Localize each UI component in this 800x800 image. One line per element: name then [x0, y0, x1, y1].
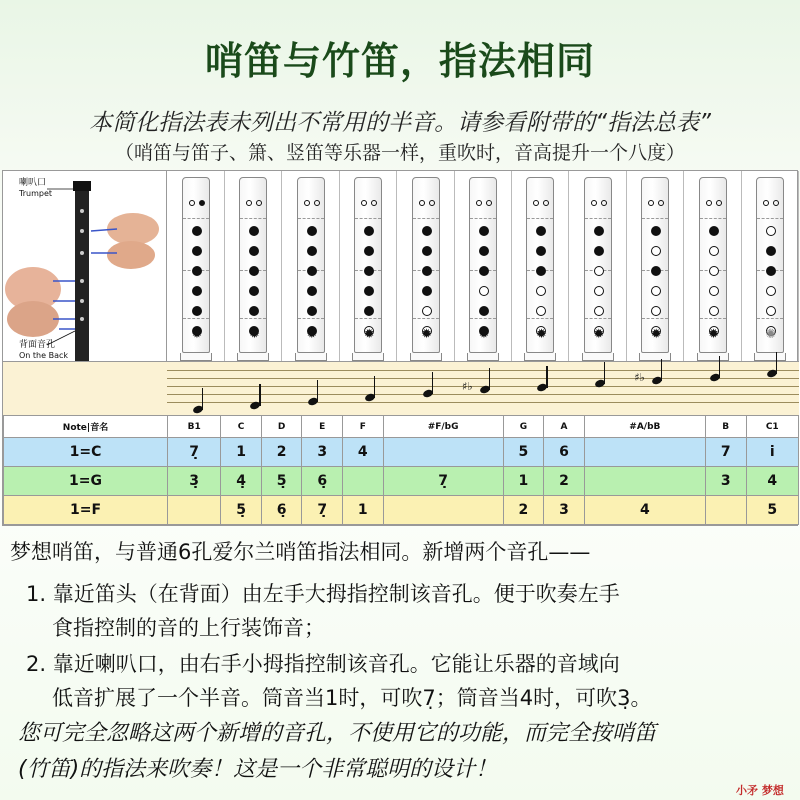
finger-hole — [651, 246, 661, 256]
table-cell: 7̣ — [168, 438, 221, 467]
thumb-hole — [648, 200, 654, 206]
back-hole — [773, 200, 779, 206]
table-cell: 2 — [544, 467, 585, 496]
table-cell: 6 — [544, 438, 585, 467]
finger-hole — [709, 286, 719, 296]
divider — [183, 218, 209, 219]
table-row-g — [4, 467, 799, 496]
whistle-diagram — [641, 177, 669, 353]
divider — [700, 218, 726, 219]
pinky-hole-icon: ✹ — [191, 327, 203, 342]
table-cell: 1 — [343, 496, 384, 525]
para-item-1: 1. 靠近笛头（在背面）由左手大拇指控制该音孔。便于吹奏左手 — [26, 582, 620, 606]
thumb-hole — [591, 200, 597, 206]
finger-hole — [364, 266, 374, 276]
finger-hole — [709, 226, 719, 236]
finger-hole — [192, 286, 202, 296]
finger-hole — [249, 286, 259, 296]
pipe-base — [410, 353, 442, 361]
table-cell: 6̣ — [302, 467, 343, 496]
back-hole — [199, 200, 205, 206]
table-cell — [168, 496, 221, 525]
table-cell: 4 — [746, 467, 798, 496]
pipe-base — [180, 353, 212, 361]
back-hole — [256, 200, 262, 206]
divider — [642, 218, 668, 219]
divider — [413, 218, 439, 219]
para-item-1-cont: 食指控制的音的上行装饰音； — [52, 616, 325, 640]
divider — [700, 318, 726, 319]
finger-hole — [536, 246, 546, 256]
note-name: #F/bG — [383, 416, 503, 438]
table-cell: 7̣ — [302, 496, 343, 525]
divider — [470, 218, 496, 219]
finger-hole — [594, 306, 604, 316]
pinky-hole-icon: ✹ — [363, 327, 375, 342]
table-cell — [584, 438, 705, 467]
note-stem — [432, 372, 433, 394]
back-hole — [543, 200, 549, 206]
table-cell: i — [746, 438, 798, 467]
finger-hole — [536, 286, 546, 296]
finger-hole — [249, 266, 259, 276]
finger-hole — [192, 226, 202, 236]
back-hole-label-en: On the Back — [19, 351, 69, 360]
finger-hole — [364, 306, 374, 316]
finger-hole — [709, 266, 719, 276]
note-stem — [546, 366, 547, 388]
divider — [757, 318, 783, 319]
pinky-hole-icon: ✺ — [765, 327, 777, 342]
pinky-hole-icon: ✹ — [248, 327, 260, 342]
pinky-hole-icon: ✹ — [421, 327, 433, 342]
note-stem — [317, 380, 318, 402]
whistle-diagram — [756, 177, 784, 353]
pipe-base — [295, 353, 327, 361]
back-hole — [371, 200, 377, 206]
back-hole — [601, 200, 607, 206]
finger-hole — [192, 306, 202, 316]
finger-hole — [766, 286, 776, 296]
table-cell — [383, 438, 503, 467]
staff-line — [167, 378, 799, 379]
pinky-hole-icon: ✹ — [478, 327, 490, 342]
finger-hole — [249, 246, 259, 256]
finger-hole — [364, 286, 374, 296]
table-cell: 2 — [503, 496, 544, 525]
finger-hole — [422, 286, 432, 296]
pinky-hole-icon: ✹ — [708, 327, 720, 342]
finger-hole — [536, 226, 546, 236]
note-stem — [604, 362, 605, 384]
back-hole — [429, 200, 435, 206]
pipe-base — [582, 353, 614, 361]
finger-hole — [479, 306, 489, 316]
note-stem — [776, 352, 777, 374]
thumb-hole — [361, 200, 367, 206]
thumb-hole — [304, 200, 310, 206]
finger-hole — [479, 246, 489, 256]
finger-hole — [594, 246, 604, 256]
table-cell: 3̣ — [168, 467, 221, 496]
back-hole — [314, 200, 320, 206]
finger-hole — [651, 226, 661, 236]
divider — [527, 218, 553, 219]
divider — [298, 218, 324, 219]
table-cell: 4̣ — [221, 467, 262, 496]
pipe-base — [352, 353, 384, 361]
thumb-hole — [533, 200, 539, 206]
finger-hole — [364, 246, 374, 256]
table-cell — [705, 496, 746, 525]
finger-hole — [249, 306, 259, 316]
table-header-row — [4, 416, 799, 438]
finger-hole — [709, 246, 719, 256]
row-key: 1=F — [4, 496, 168, 525]
finger-hole — [422, 306, 432, 316]
trumpet-label: 喇叭口 — [19, 178, 47, 188]
back-hole — [658, 200, 664, 206]
note-stem — [489, 368, 490, 390]
table-cell: 5 — [746, 496, 798, 525]
finger-hole — [651, 306, 661, 316]
divider — [183, 318, 209, 319]
subtitle-octave: （哨笛与笛子、箫、竖笛等乐器一样，重吹时，音高提升一个八度） — [114, 142, 685, 164]
whistle-diagram — [699, 177, 727, 353]
whistle-diagram — [584, 177, 612, 353]
back-hole — [716, 200, 722, 206]
pipe-base — [697, 353, 729, 361]
divider — [298, 318, 324, 319]
row-key: 1=G — [4, 467, 168, 496]
table-cell: 3 — [302, 438, 343, 467]
finger-hole — [249, 226, 259, 236]
finger-hole — [766, 246, 776, 256]
note-stem — [259, 384, 260, 406]
table-cell: 3 — [544, 496, 585, 525]
divider — [240, 318, 266, 319]
staff-line — [167, 402, 799, 403]
whistle-diagram — [182, 177, 210, 353]
finger-hole — [766, 266, 776, 276]
staff-line — [167, 394, 799, 395]
note-stem — [661, 359, 662, 381]
accidental-icon: ♯♭ — [462, 380, 473, 393]
divider — [413, 318, 439, 319]
finger-hole — [766, 306, 776, 316]
finger-hole — [307, 226, 317, 236]
divider — [355, 218, 381, 219]
divider — [642, 318, 668, 319]
para-item-2: 2. 靠近喇叭口，由右手小拇指控制该音孔。它能让乐器的音域向 — [26, 652, 620, 676]
pipe-base — [467, 353, 499, 361]
whistle-diagram — [239, 177, 267, 353]
divider — [585, 218, 611, 219]
table-cell: 5 — [503, 438, 544, 467]
note-name: C1 — [746, 416, 798, 438]
finger-hole — [422, 246, 432, 256]
table-row-c — [4, 438, 799, 467]
table-cell — [383, 496, 503, 525]
pinky-hole-icon: ✹ — [535, 327, 547, 342]
finger-hole — [307, 286, 317, 296]
note-name: D — [261, 416, 302, 438]
table-cell: 1 — [503, 467, 544, 496]
back-hole-label: 背面音孔 — [19, 340, 56, 350]
finger-hole — [479, 226, 489, 236]
divider — [757, 218, 783, 219]
pinky-hole-icon: ✹ — [306, 327, 318, 342]
finger-hole — [536, 306, 546, 316]
divider — [355, 318, 381, 319]
finger-hole — [364, 226, 374, 236]
table-cell: 1 — [221, 438, 262, 467]
finger-hole — [536, 266, 546, 276]
note-stem — [202, 388, 203, 410]
divider — [585, 318, 611, 319]
table-cell: 5̣ — [261, 467, 302, 496]
pinky-hole-icon: ✹ — [593, 327, 605, 342]
divider — [470, 318, 496, 319]
finger-hole — [709, 306, 719, 316]
back-hole — [486, 200, 492, 206]
thumb-hole — [476, 200, 482, 206]
pinky-hole-icon: ✹ — [650, 327, 662, 342]
table-cell: 5̣ — [221, 496, 262, 525]
trumpet-label-en: Trumpet — [19, 189, 52, 198]
fingering-chart — [2, 170, 798, 526]
row-key: 1=C — [4, 438, 168, 467]
note-stem — [719, 356, 720, 378]
note-name: #A/bB — [584, 416, 705, 438]
pipe-base — [754, 353, 786, 361]
subtitle-note: 本简化指法表未列出不常用的半音。请参看附带的“指法总表” — [89, 110, 711, 136]
table-row-f — [4, 496, 799, 525]
table-cell — [343, 467, 384, 496]
divider — [527, 318, 553, 319]
finger-hole — [479, 266, 489, 276]
finger-hole — [594, 286, 604, 296]
finger-hole — [192, 246, 202, 256]
whistle-diagram — [469, 177, 497, 353]
brand-logo: 小矛 梦想 — [736, 784, 784, 797]
finger-hole — [594, 266, 604, 276]
staff-line — [167, 370, 799, 371]
note-name: G — [503, 416, 544, 438]
finger-hole — [307, 306, 317, 316]
page-title: 哨笛与竹笛，指法相同 — [204, 39, 595, 83]
whistle-diagram — [297, 177, 325, 353]
para-note-1: 您可完全忽略这两个新增的音孔，不使用它的功能，而完全按哨笛 — [18, 721, 657, 746]
para-note-2: (竹笛)的指法来吹奏！这是一个非常聪明的设计！ — [18, 757, 498, 782]
table-cell: 6̣ — [261, 496, 302, 525]
header-label: Note|音名 — [4, 416, 168, 438]
table-cell: 3 — [705, 467, 746, 496]
note-name: F — [343, 416, 384, 438]
whistle-diagram — [526, 177, 554, 353]
table-cell: 7̣ — [383, 467, 503, 496]
whistle-diagram — [412, 177, 440, 353]
accidental-icon: ♯♭ — [634, 371, 645, 384]
thumb-hole — [419, 200, 425, 206]
thumb-hole — [189, 200, 195, 206]
finger-hole — [479, 286, 489, 296]
finger-hole — [307, 266, 317, 276]
finger-hole — [651, 266, 661, 276]
finger-hole — [594, 226, 604, 236]
pipe-base — [237, 353, 269, 361]
finger-hole — [651, 286, 661, 296]
note-name: C — [221, 416, 262, 438]
divider — [240, 218, 266, 219]
note-name: A — [544, 416, 585, 438]
para-item-2-cont: 低音扩展了一个半音。筒音当1时，可吹7̣；筒音当4时，可吹3̣。 — [52, 686, 652, 710]
thumb-hole — [706, 200, 712, 206]
thumb-hole — [763, 200, 769, 206]
table-cell — [584, 467, 705, 496]
finger-hole — [766, 226, 776, 236]
finger-hole — [192, 266, 202, 276]
pipe-base — [639, 353, 671, 361]
table-cell: 4 — [343, 438, 384, 467]
note-table — [3, 415, 799, 525]
pipe-base — [524, 353, 556, 361]
finger-hole — [422, 226, 432, 236]
whistle-diagram — [354, 177, 382, 353]
music-staff — [3, 361, 799, 415]
finger-hole — [307, 246, 317, 256]
table-cell: 2 — [261, 438, 302, 467]
note-name: B — [705, 416, 746, 438]
table-cell: 7 — [705, 438, 746, 467]
table-cell: 4 — [584, 496, 705, 525]
finger-hole — [422, 266, 432, 276]
note-name: E — [302, 416, 343, 438]
note-name: B1 — [168, 416, 221, 438]
thumb-hole — [246, 200, 252, 206]
note-stem — [374, 376, 375, 398]
para-intro: 梦想哨笛，与普通6孔爱尔兰哨笛指法相同。新增两个音孔—— — [10, 540, 591, 564]
